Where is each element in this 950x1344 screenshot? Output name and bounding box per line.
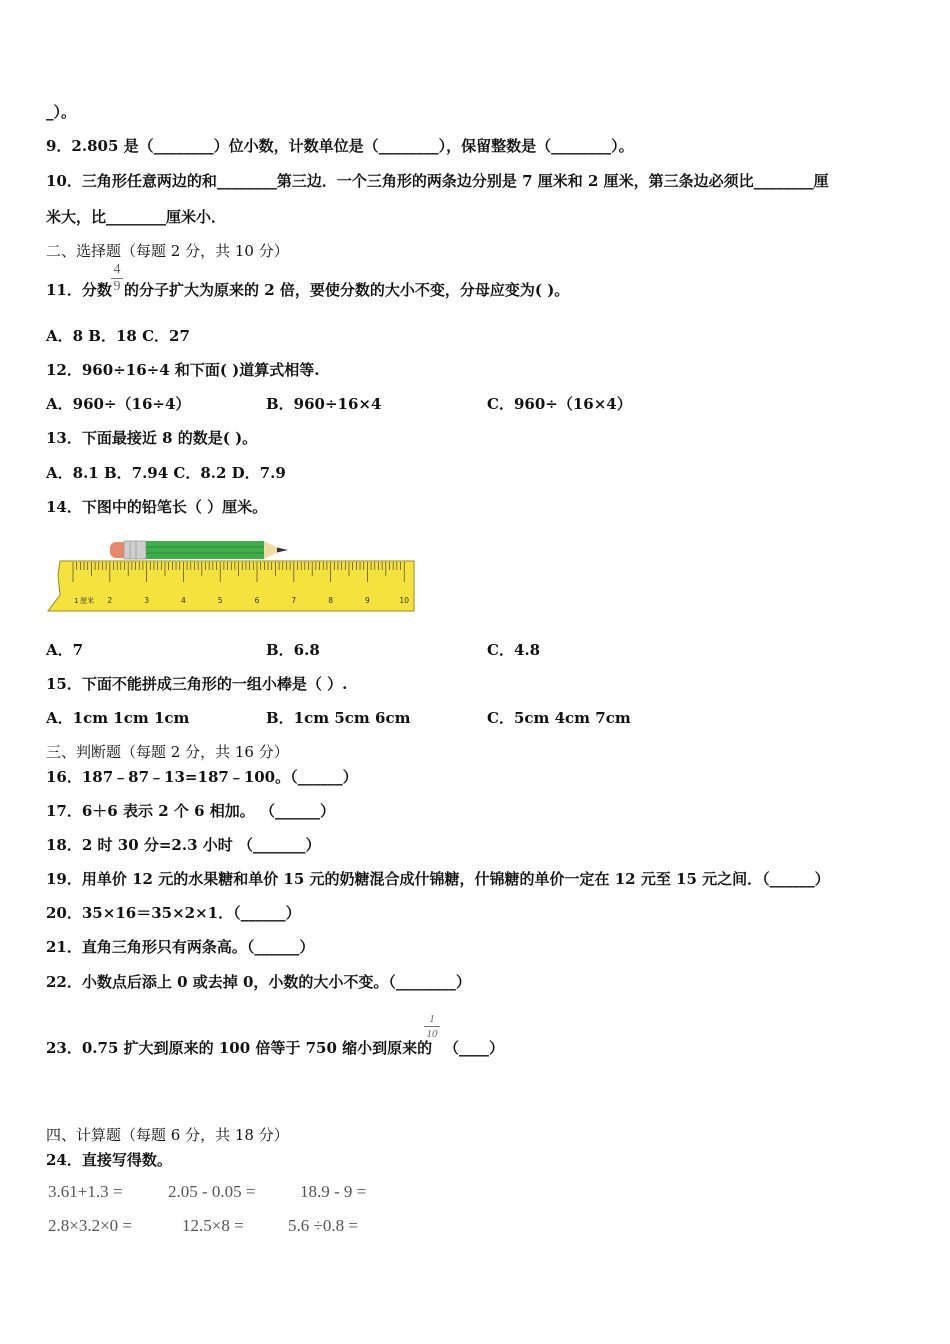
fraction-numerator: 4 xyxy=(113,262,121,277)
section-4-heading: 四、计算题（每题 6 分，共 18 分） xyxy=(46,1126,289,1144)
question-11-text: 的分子扩大为原来的 2 倍，要使分数的大小不变，分母应变为( )。 xyxy=(124,281,570,299)
question-13-options: A．8.1 B．7.94 C．8.2 D．7.9 xyxy=(46,464,286,482)
question-14-option-b: B．6.8 xyxy=(266,641,320,659)
question-9: 9．2.805 是（________）位小数，计数单位是（________），保留整数是（________）。 xyxy=(46,137,634,155)
fraction-denominator: 10 xyxy=(426,1028,438,1040)
question-12: 12．960÷16÷4 和下面( )道算式相等. xyxy=(46,361,320,379)
question-19: 19．用单价 12 元的水果糖和单价 15 元的奶糖混合成什锦糖，什锦糖的单价一定在 12 元至 15 元之间．（______） xyxy=(46,870,830,888)
fraction-one-tenth xyxy=(424,1013,440,1040)
section-3-heading: 三、判断题（每题 2 分，共 16 分） xyxy=(46,743,289,761)
pencil-body xyxy=(146,541,264,559)
question-15: 15．下面不能拼成三角形的一组小棒是（ ）. xyxy=(46,675,348,693)
question-15-option-c: C．5cm 4cm 7cm xyxy=(487,709,631,727)
question-10-line-1: 10．三角形任意两边的和________第三边．一个三角形的两条边分别是 7 厘米和 2 厘米，第三条边必须比________厘 xyxy=(46,172,829,190)
question-15-option-b: B．1cm 5cm 6cm xyxy=(266,709,411,727)
ruler-number: 9 xyxy=(365,596,370,605)
question-23-text: 23．0.75 扩大到原来的 100 倍等于 750 缩小到原来的 xyxy=(46,1039,433,1057)
pencil-ruler-figure xyxy=(46,535,416,615)
question-21: 21．直角三角形只有两条高。（______） xyxy=(46,938,315,956)
calc-item-6: 5.6 ÷0.8 = xyxy=(288,1216,358,1235)
pencil xyxy=(110,541,288,559)
question-12-option-b: B．960÷16×4 xyxy=(266,395,382,413)
calc-item-3: 18.9 - 9 = xyxy=(300,1182,367,1201)
question-12-option-c: C．960÷（16×4） xyxy=(487,395,632,413)
question-23-blank: （____） xyxy=(444,1039,505,1057)
calc-item-2: 2.05 - 0.05 = xyxy=(168,1182,256,1201)
ruler-unit-label: 厘米 xyxy=(80,597,94,605)
question-12-option-a: A．960÷（16÷4） xyxy=(46,395,191,413)
calc-item-5: 12.5×8 = xyxy=(182,1216,244,1235)
question-8-continuation: _）。 xyxy=(46,103,77,121)
fraction-numerator: 1 xyxy=(429,1013,435,1025)
ruler-number: 10 xyxy=(399,596,409,605)
ruler-number: 7 xyxy=(291,596,297,605)
ruler-start-label: 1 xyxy=(74,597,79,605)
question-24: 24．直接写得数。 xyxy=(46,1151,172,1169)
question-11-options: A．8 B．18 C．27 xyxy=(46,327,190,345)
calc-item-1: 3.61+1.3 = xyxy=(48,1182,123,1201)
question-13: 13．下面最接近 8 的数是( )。 xyxy=(46,429,258,447)
pencil-lead xyxy=(277,548,288,553)
ruler xyxy=(48,561,414,611)
fraction-four-ninths xyxy=(111,263,123,294)
question-20: 20．35×16＝35×2×1．（______） xyxy=(46,904,301,922)
question-16: 16．187﹣87﹣13=187﹣100。（______） xyxy=(46,768,358,786)
pencil-ferrule xyxy=(124,541,146,559)
question-22: 22．小数点后添上 0 或去掉 0，小数的大小不变。（________） xyxy=(46,973,471,991)
question-17: 17．6＋6 表示 2 个 6 相加。 （______） xyxy=(46,802,335,820)
question-14-option-a: A．7 xyxy=(46,641,84,659)
ruler-number: 4 xyxy=(181,596,186,605)
fraction-denominator: 9 xyxy=(113,279,121,294)
ruler-number: 2 xyxy=(107,596,113,605)
ruler-number: 3 xyxy=(144,596,149,605)
question-14: 14．下图中的铅笔长（ ）厘米。 xyxy=(46,498,268,516)
fraction-bar xyxy=(424,1026,440,1027)
ruler-number: 8 xyxy=(328,596,333,605)
question-11-prefix: 11．分数 xyxy=(46,281,112,299)
calc-item-4: 2.8×3.2×0 = xyxy=(48,1216,133,1235)
ruler-number: 5 xyxy=(217,596,223,605)
ruler-number: 6 xyxy=(254,596,260,605)
question-18: 18．2 时 30 分=2.3 小时 （_______） xyxy=(46,836,321,854)
question-14-option-c: C．4.8 xyxy=(487,641,541,659)
question-10-line-2: 米大，比________厘米小． xyxy=(46,208,227,226)
question-15-option-a: A．1cm 1cm 1cm xyxy=(46,709,190,727)
section-2-heading: 二、选择题（每题 2 分，共 10 分） xyxy=(46,242,289,260)
